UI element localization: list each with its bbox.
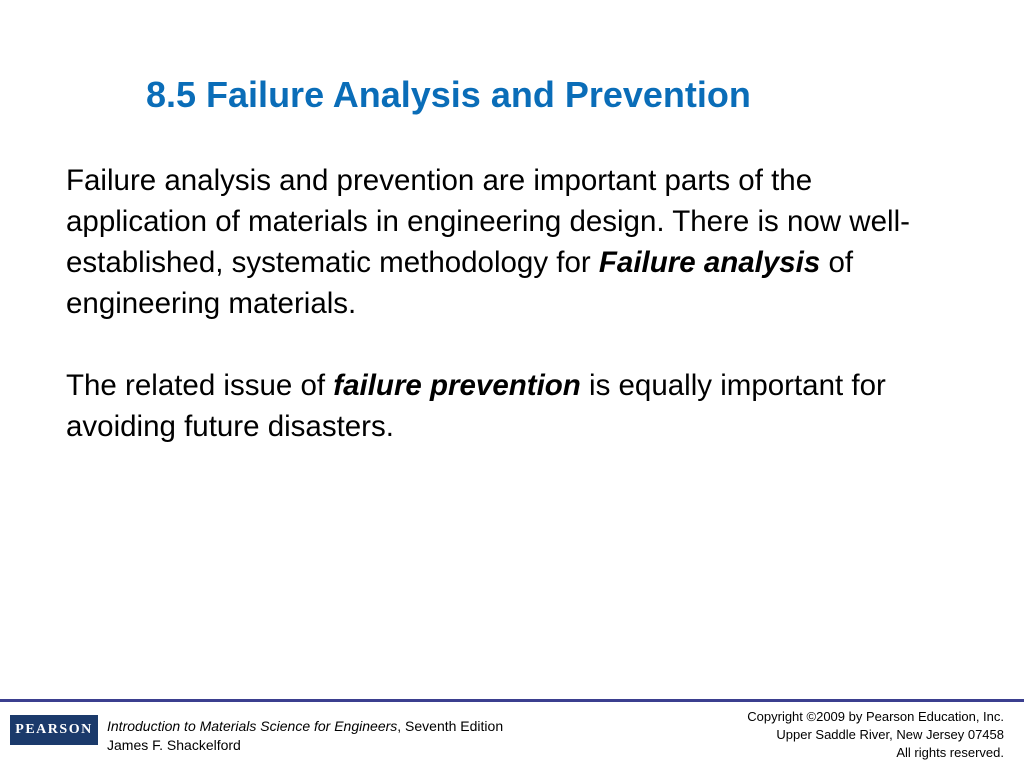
- footer-book-line: [107, 717, 503, 736]
- paragraph-failure-prevention: [66, 365, 956, 447]
- footer-divider: [0, 699, 1024, 702]
- paragraph-2-emphasis: failure prevention: [333, 369, 581, 402]
- paragraph-2-text-before: The related issue of: [66, 369, 334, 402]
- slide-title: 8.5 Failure Analysis and Prevention: [146, 74, 751, 115]
- footer-book-info: [107, 717, 503, 755]
- paragraph-1-emphasis: Failure analysis: [598, 246, 821, 279]
- paragraph-2-text-after: is equally important for avoiding future disasters.: [66, 369, 886, 443]
- pearson-logo-text: PEARSON: [15, 722, 93, 737]
- copyright-line-3: All rights reserved.: [896, 745, 1004, 760]
- footer-copyright: [747, 708, 1004, 762]
- slide-body: [66, 160, 956, 447]
- footer-book-edition: , Seventh Edition: [397, 718, 504, 734]
- paragraph-failure-analysis: [66, 160, 956, 324]
- paragraph-1-text-after: of engineering materials.: [66, 246, 854, 320]
- copyright-line-1: Copyright ©2009 by Pearson Education, Inc.: [747, 709, 1004, 724]
- pearson-logo: [10, 715, 98, 745]
- footer-book-title: Introduction to Materials Science for Engineers: [107, 718, 398, 734]
- copyright-line-2: Upper Saddle River, New Jersey 07458: [776, 727, 1004, 742]
- paragraph-1-text-before: Failure analysis and prevention are important parts of the application of materials in engineering design. There is now well-established, systematic methodology for: [66, 164, 910, 279]
- footer-author: James F. Shackelford: [107, 737, 241, 753]
